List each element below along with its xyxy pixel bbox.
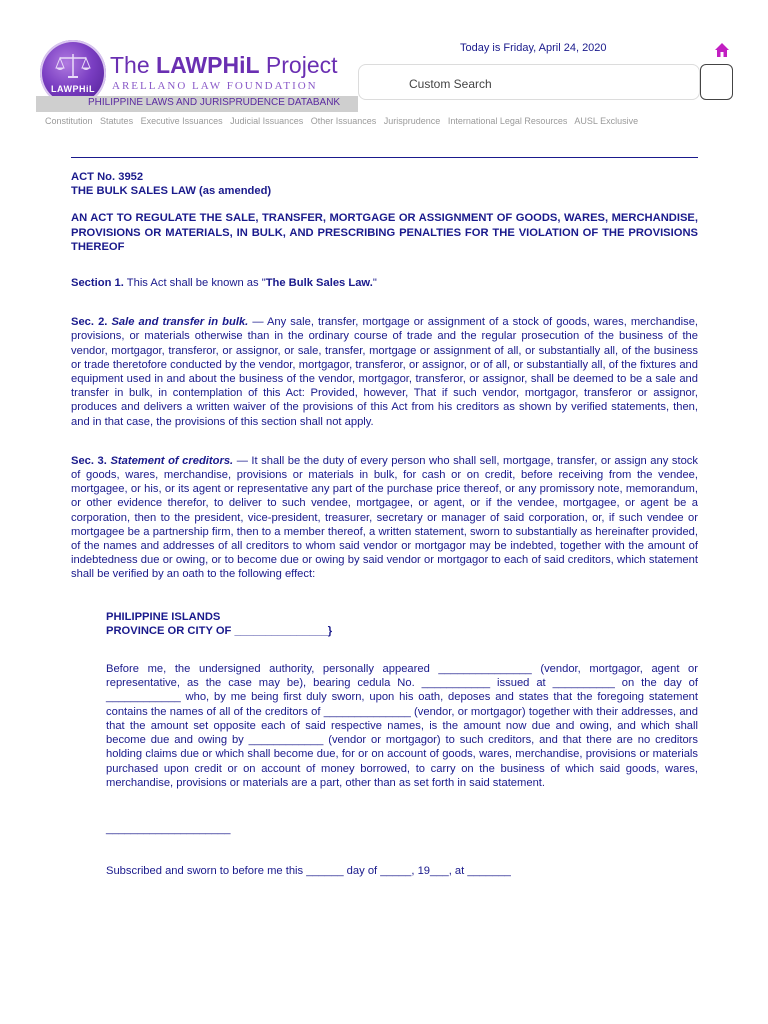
main-nav — [45, 116, 643, 126]
section-3-heading: Statement of creditors. — [110, 454, 234, 467]
section-2-label: Sec. 2. — [71, 316, 108, 329]
section-3-label: Sec. 3. — [71, 454, 107, 467]
databank-banner — [36, 96, 358, 112]
site-title-prefix: The — [110, 52, 157, 78]
section-1-label: Section 1. — [71, 277, 124, 290]
section-3 — [71, 454, 698, 582]
nav-item-international-legal-resources[interactable]: International Legal Resources — [447, 116, 568, 126]
logo-wordmark: LAWPHiL — [51, 84, 95, 94]
site-title[interactable] — [110, 52, 338, 79]
site-title-suffix: Project — [259, 52, 338, 78]
venue-line-2: PROVINCE OR CITY OF _______________} — [106, 624, 333, 637]
act-long-title: AN ACT TO REGULATE THE SALE, TRANSFER, MORTGAGE OR ASSIGNMENT OF GOODS, WARES, MERCHANDISE, PROVISIONS OR MATERIALS, IN BULK, AND PRESCRIBING PENALTIES FOR THE VIOLATION OF THE PROVISIONS THEREOF — [71, 212, 698, 253]
document-body — [71, 170, 698, 878]
nav-item-executive-issuances[interactable]: Executive Issuances — [140, 116, 223, 126]
section-2 — [71, 315, 698, 429]
site-title-name: LAWPHiL — [156, 52, 260, 78]
section-1-text-before: This Act shall be known as " — [123, 277, 266, 290]
signature-line: ____________________ — [106, 822, 231, 835]
nav-item-judicial-issuances[interactable]: Judicial Issuances — [230, 116, 304, 126]
nav-item-other-issuances[interactable]: Other Issuances — [310, 116, 377, 126]
act-number: ACT No. 3952 — [71, 171, 144, 183]
current-date: Today is Friday, April 24, 2020 — [460, 42, 607, 54]
foundation-name: ARELLANO LAW FOUNDATION — [112, 80, 318, 92]
header-divider — [71, 157, 698, 158]
nav-item-jurisprudence[interactable]: Jurisprudence — [383, 116, 441, 126]
section-1 — [71, 276, 698, 290]
jurat-line: Subscribed and sworn to before me this ______ day of _____, 19___, at _______ — [106, 865, 511, 878]
affidavit-text: Before me, the undersigned authority, personally appeared _______________ (vendor, mortgagor, agent or representative, as the case may be), bearing cedula No. ___________ issued at __________ on the day of ____________ who, by me being first duly sworn, upon his oath, deposes and states that the foregoing statement contains the names of all of the creditors of ______________ (vendor, or mortgagor) together with their addresses, and that the amount set opposite each of said respective names, is the amount now due and owing, and which shall become due and owing by ____________ (vendor or mortgagor) to such creditors, and that there are no creditors holding claims due or which shall become due, for or on account of goods, wares, merchandise, provisions or materials purchased upon credit or on account of money borrowed, to carry on the business of which said goods, wares, merchandise, provisions or materials are a part, other than as set forth in said statement. — [106, 663, 698, 789]
venue-line-1: PHILIPPINE ISLANDS — [106, 610, 221, 623]
search-input[interactable] — [407, 73, 691, 95]
search-button[interactable] — [700, 64, 733, 100]
nav-item-constitution[interactable]: Constitution — [45, 116, 93, 126]
scales-of-justice-icon — [54, 52, 92, 80]
nav-item-ausl-exclusive[interactable]: AUSL Exclusive — [574, 116, 639, 126]
nav-item-statutes[interactable]: Statutes — [100, 116, 134, 126]
act-short-title: THE BULK SALES LAW (as amended) — [71, 185, 272, 198]
databank-label: PHILIPPINE LAWS AND JURISPRUDENCE DATABANK — [88, 97, 341, 108]
site-header — [0, 0, 768, 140]
search-box — [358, 64, 700, 100]
section-1-short-title: The Bulk Sales Law. — [265, 277, 373, 290]
section-2-heading: Sale and transfer in bulk. — [111, 316, 249, 329]
section-3-text: — It shall be the duty of every person who shall sell, mortgage, transfer, or assign any stock of goods, wares, merchandise, provisions or materials in bulk, for cash or on credit, before receiving from the vendee, mortgagee, or his, or its agent or representative any part of the purchase price thereof, or any promissory note, memorandum, or other evidence therefor, to deliver to such vendee, mortgagee, or agent, or if the vendee, mortgagee, or agent be a corporation, then to the president, vice-president, treasurer, secretary or manager of said corporation, or, if such vendee or mortgagee be a partnership firm, then to a member thereof, a written statement, sworn to substantially as hereinafter provided, of the names and addresses of all creditors to whom said vendor or mortgagor may be indebted, together with the amount of indebtedness due or owing, or to become due or owing by said vendor or mortgagor to each of said creditors, which statement shall be verified by an oath to the following effect: — [71, 454, 698, 581]
home-icon[interactable] — [714, 42, 730, 58]
section-1-text-after: " — [372, 277, 377, 290]
section-2-text: — Any sale, transfer, mortgage or assignment of a stock of goods, wares, merchandise, provisions, or materials otherwise than in the ordinary course of trade and the regular prosecution of the business of the vendor, mortgagor, transferor, or assignor, or sale, transfer, mortgage or assignment of all, or substantially all, of the business or trade theretofore conducted by the vendor, mortgagor, transferor, or assignor, or of all, or substantially all, of the fixtures and equipment used in and about the business of the vendor, mortgagor, transferor, or assignor, shall be deemed to be a sale and transfer in bulk, in contemplation of this Act: Provided, however, That if such vendor, mortgagor, transferor or assignor, produces and delivers a written waiver of the provisions of this Act from his creditors as shown by verified statements, then, and in that case, the provisions of this section shall not apply. — [71, 316, 699, 428]
